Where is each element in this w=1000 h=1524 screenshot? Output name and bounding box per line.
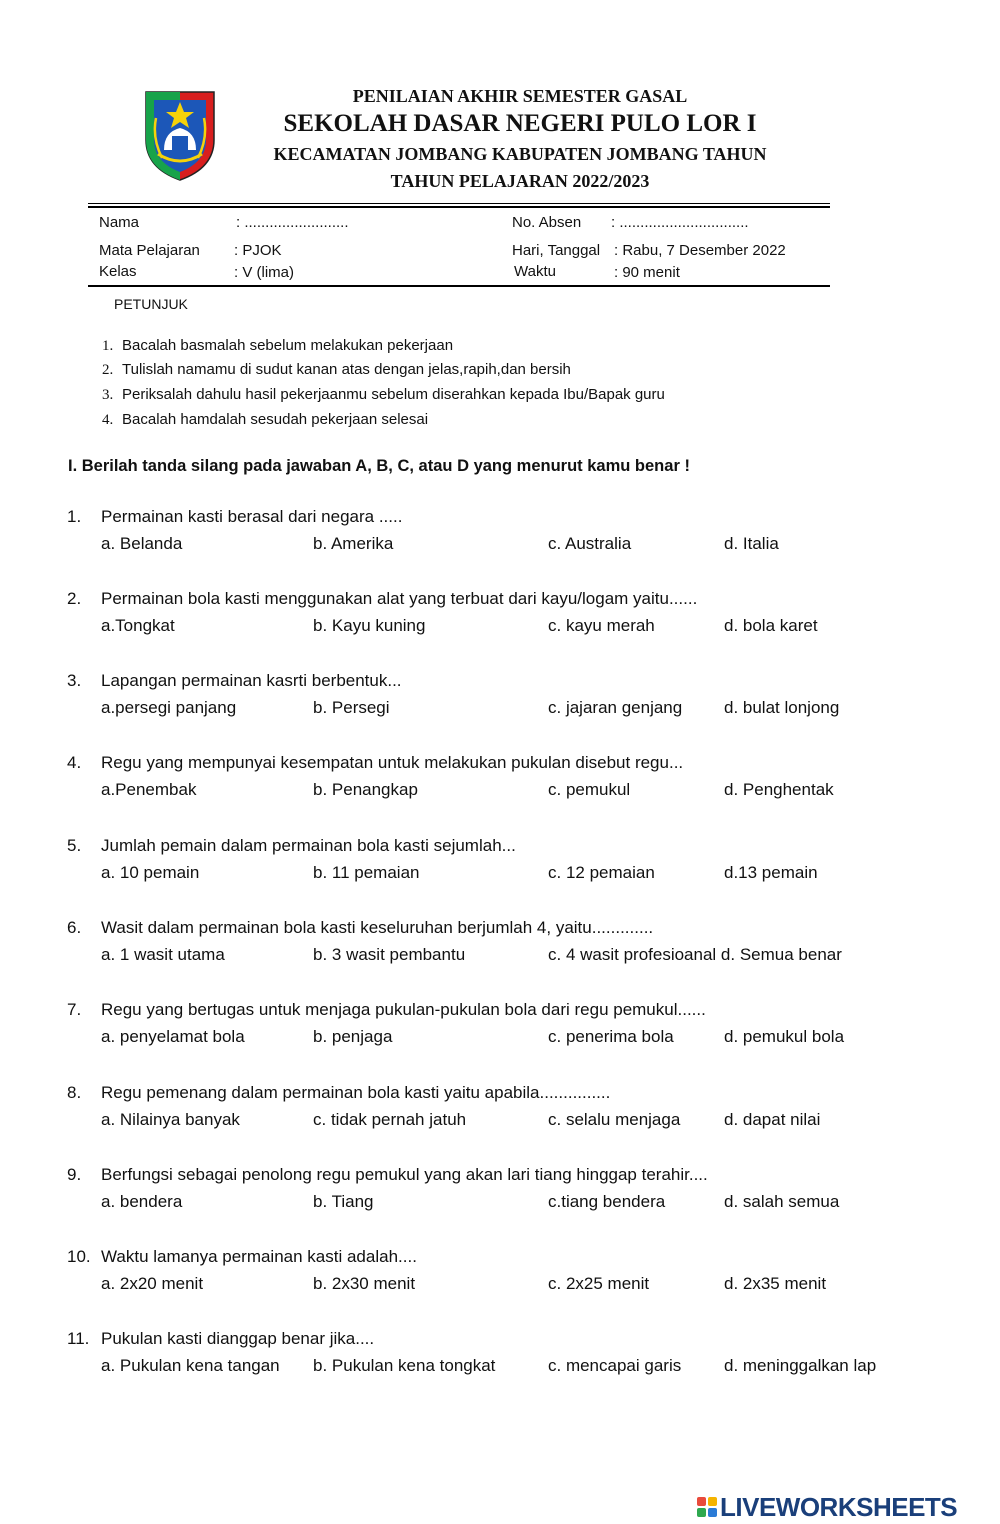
question-text: Regu yang mempunyai kesempatan untuk melakukan pukulan disebut regu... (101, 753, 684, 772)
option-a[interactable]: a.persegi panjang (101, 698, 237, 717)
option-c[interactable]: c. pemukul (548, 780, 631, 799)
option-a[interactable]: a. Belanda (101, 534, 183, 553)
option-d[interactable]: d. meninggalkan lap (724, 1356, 877, 1375)
question-text: Permainan bola kasti menggunakan alat yang terbuat dari kayu/logam yaitu...... (101, 589, 698, 608)
option-b[interactable]: b. Pukulan kena tongkat (313, 1356, 496, 1375)
instruction-text: Tulislah namamu di sudut kanan atas dengan jelas,rapih,dan bersih (122, 361, 571, 378)
option-d[interactable]: d. 2x35 menit (724, 1274, 827, 1293)
option-b[interactable]: b. penjaga (313, 1027, 393, 1046)
nama-label: Nama (99, 214, 140, 231)
question-number: 3. (67, 671, 82, 690)
instruction-item (102, 361, 571, 379)
header-divider-top (88, 203, 830, 204)
kelas-label: Kelas (99, 263, 137, 280)
question-text: Waktu lamanya permainan kasti adalah.... (101, 1247, 417, 1266)
question-item (67, 753, 967, 813)
petunjuk-title: PETUNJUK (114, 296, 188, 312)
option-a[interactable]: a. penyelamat bola (101, 1027, 245, 1046)
question-text: Regu yang bertugas untuk menjaga pukulan-pukulan bola dari regu pemukul...... (101, 1000, 706, 1019)
option-a[interactable]: a. 2x20 menit (101, 1274, 204, 1293)
option-a[interactable]: a. 1 wasit utama (101, 945, 225, 964)
question-item (67, 1165, 967, 1225)
option-c[interactable]: c. 2x25 menit (548, 1274, 650, 1293)
header-divider-bottom (88, 206, 830, 208)
option-a[interactable]: a.Tongkat (101, 616, 175, 635)
question-number: 10. (67, 1247, 91, 1266)
nama-field[interactable]: : ......................... (236, 214, 349, 231)
academic-year: TAHUN PELAJARAN 2022/2023 (390, 171, 650, 191)
option-a[interactable]: a.Penembak (101, 780, 197, 799)
tanggal-value: : Rabu, 7 Desember 2022 (614, 242, 786, 259)
option-d[interactable]: d. bola karet (724, 616, 818, 635)
option-d[interactable]: d. Penghentak (724, 780, 834, 799)
option-d[interactable]: d. dapat nilai (724, 1110, 821, 1129)
option-a[interactable]: a. Nilainya banyak (101, 1110, 240, 1129)
option-b[interactable]: b. 3 wasit pembantu (313, 945, 466, 964)
exam-title: PENILAIAN AKHIR SEMESTER GASAL (352, 86, 688, 106)
instruction-number: 1. (102, 338, 114, 354)
tanggal-label: Hari, Tanggal (512, 242, 601, 259)
instruction-text: Bacalah hamdalah sesudah pekerjaan selesai (122, 411, 429, 428)
option-c-and-d[interactable]: c. 4 wasit profesioanal d. Semua benar (548, 945, 842, 964)
question-number: 5. (67, 836, 82, 855)
section-title: I. Berilah tanda silang pada jawaban A, B, C, atau D yang menurut kamu benar ! (68, 457, 690, 475)
question-number: 6. (67, 918, 82, 937)
district-line: KECAMATAN JOMBANG KABUPATEN JOMBANG TAHUN (273, 144, 767, 164)
question-text: Lapangan permainan kasrti berbentuk... (101, 671, 402, 690)
option-b[interactable]: b. Kayu kuning (313, 616, 426, 635)
school-name: SEKOLAH DASAR NEGERI PULO LOR I (283, 110, 757, 137)
option-d[interactable]: d. salah semua (724, 1192, 840, 1211)
question-text: Permainan kasti berasal dari negara ..... (101, 507, 403, 526)
option-c[interactable]: c.tiang bendera (548, 1192, 666, 1211)
waktu-label: Waktu (514, 263, 556, 280)
mapel-label: Mata Pelajaran (99, 242, 200, 259)
option-c[interactable]: c. mencapai garis (548, 1356, 682, 1375)
absen-field[interactable]: : ............................... (611, 214, 749, 231)
question-number: 1. (67, 507, 82, 526)
question-text: Pukulan kasti dianggap benar jika.... (101, 1329, 375, 1348)
option-b[interactable]: b. 2x30 menit (313, 1274, 416, 1293)
question-item (67, 918, 967, 978)
question-number: 7. (67, 1000, 82, 1019)
question-item (67, 1247, 967, 1307)
question-text: Regu pemenang dalam permainan bola kasti yaitu apabila............... (101, 1083, 611, 1102)
question-text: Berfungsi sebagai penolong regu pemukul yang akan lari tiang hinggap terahir.... (101, 1165, 708, 1184)
option-c[interactable]: c. kayu merah (548, 616, 655, 635)
instruction-number: 2. (102, 362, 114, 378)
instruction-number: 4. (102, 412, 114, 428)
mapel-value: : PJOK (234, 242, 282, 259)
option-c[interactable]: c. Australia (548, 534, 632, 553)
liveworksheets-text: LIVEWORKSHEETS (720, 1491, 958, 1522)
question-number: 2. (67, 589, 82, 608)
kelas-value: : V (lima) (234, 264, 294, 281)
question-item (67, 836, 967, 896)
question-item (67, 1000, 967, 1060)
liveworksheets-watermark[interactable] (697, 1490, 957, 1524)
question-text: Wasit dalam permainan bola kasti keseluruhan berjumlah 4, yaitu............. (101, 918, 654, 937)
option-b[interactable]: b. 11 pemaian (313, 863, 420, 882)
option-b[interactable]: c. tidak pernah jatuh (313, 1110, 467, 1129)
question-item (67, 1329, 967, 1389)
option-a[interactable]: a. Pukulan kena tangan (101, 1356, 280, 1375)
option-a[interactable]: a. 10 pemain (101, 863, 200, 882)
option-d[interactable]: d. pemukul bola (724, 1027, 845, 1046)
option-c[interactable]: c. selalu menjaga (548, 1110, 681, 1129)
absen-label: No. Absen (512, 214, 582, 231)
instruction-item (102, 411, 428, 429)
instruction-item (102, 386, 665, 404)
instruction-item (102, 337, 453, 355)
question-number: 9. (67, 1165, 82, 1184)
option-d[interactable]: d. bulat lonjong (724, 698, 840, 717)
question-number: 4. (67, 753, 82, 772)
option-c[interactable]: c. 12 pemaian (548, 863, 655, 882)
liveworksheets-logo-icon (697, 1497, 717, 1517)
option-c[interactable]: c. jajaran genjang (548, 698, 683, 717)
option-b[interactable]: b. Penangkap (313, 780, 418, 799)
option-b[interactable]: b. Tiang (313, 1192, 374, 1211)
instruction-number: 3. (102, 387, 114, 403)
question-item (67, 589, 967, 649)
instruction-text: Periksalah dahulu hasil pekerjaanmu sebelum diserahkan kepada Ibu/Bapak guru (122, 386, 665, 403)
option-d[interactable]: d. Italia (724, 534, 779, 553)
question-item (67, 1083, 967, 1143)
question-text: Jumlah pemain dalam permainan bola kasti sejumlah... (101, 836, 516, 855)
question-number: 11. (67, 1329, 90, 1348)
instruction-text: Bacalah basmalah sebelum melakukan pekerjaan (122, 337, 454, 354)
option-b[interactable]: b. Persegi (313, 698, 390, 717)
option-c[interactable]: c. penerima bola (548, 1027, 674, 1046)
question-item (67, 671, 967, 731)
option-d[interactable]: d.13 pemain (724, 863, 818, 882)
option-a[interactable]: a. bendera (101, 1192, 183, 1211)
info-divider (88, 285, 830, 287)
question-number: 8. (67, 1083, 82, 1102)
option-b[interactable]: b. Amerika (313, 534, 394, 553)
waktu-value: : 90 menit (614, 264, 680, 281)
question-item (67, 507, 967, 567)
